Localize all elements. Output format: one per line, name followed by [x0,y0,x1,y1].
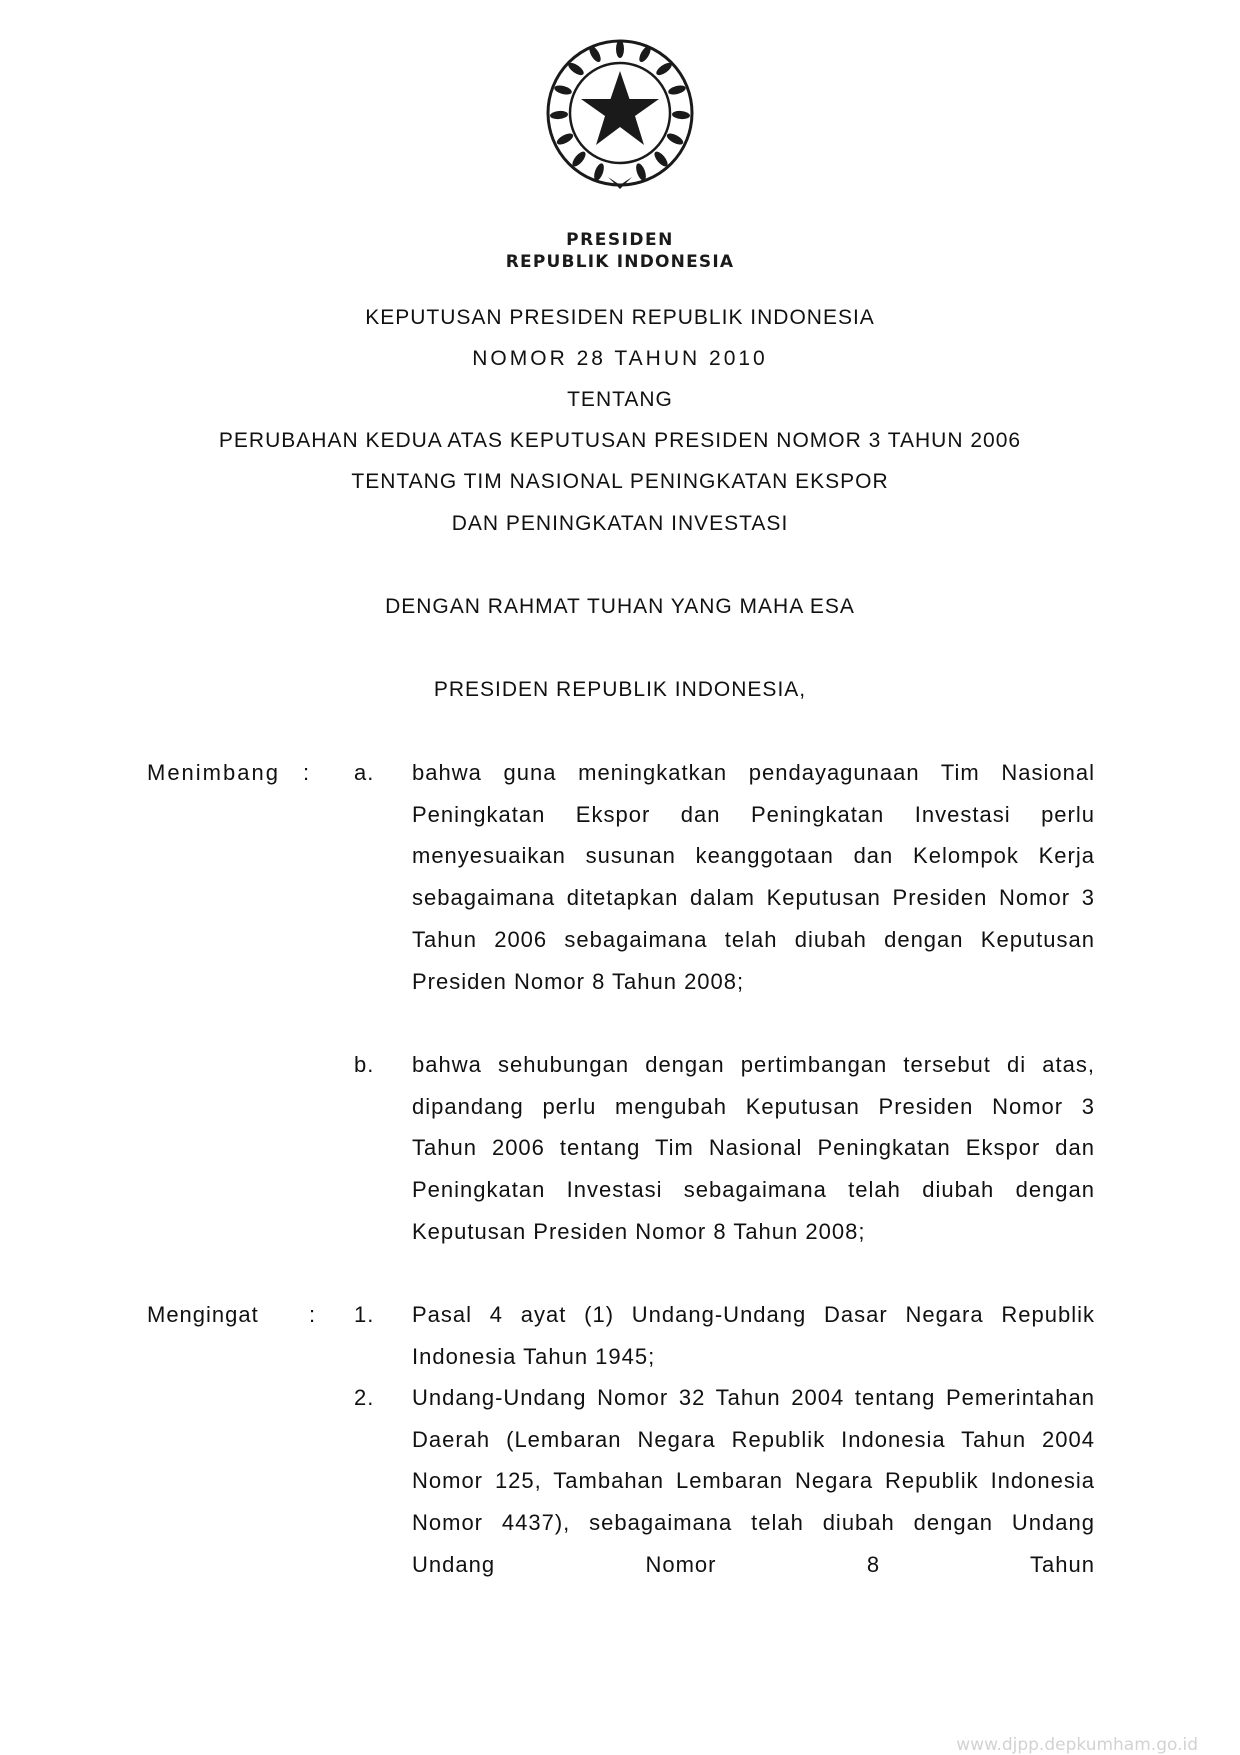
mengingat-marker-1: 1. [354,1302,375,1327]
invocation: DENGAN RAHMAT TUHAN YANG MAHA ESA [385,595,855,618]
source-watermark: www.djpp.depkumham.go.id [956,1735,1198,1755]
menimbang-item-a: bahwa guna meningkatkan pendayagunaan Tim Nasional Peningkatan Ekspor dan Peningkatan Investasi perlu menyesuaikan susunan keanggotaan dan Kelompok Kerja sebagaimana ditetapkan dalam Keputusan Presiden Nomor 3 Tahun 2006 sebagaimana telah diubah dengan Keputusan Presiden Nomor 8 Tahun 2008; [412,760,1095,994]
decree-title: KEPUTUSAN PRESIDEN REPUBLIK INDONESIA [365,306,875,329]
menimbang-colon: : [303,760,310,785]
garuda-star-wreath-icon [540,35,700,195]
presidential-emblem [540,35,700,195]
menimbang-item-b: bahwa sehubungan dengan pertimbangan tersebut di atas, dipandang perlu mengubah Keputusan Presiden Nomor 3 Tahun 2006 tentang Tim Nasional Peningkatan Ekspor dan Peningkatan Investasi sebagaimana telah diubah dengan Keputusan Presiden Nomor 8 Tahun 2008; [412,1052,1095,1244]
menimbang-marker-a: a. [354,760,375,785]
mengingat-item-2: Undang-Undang Nomor 32 Tahun 2004 tentang Pemerintahan Daerah (Lembaran Negara Republik Indonesia Tahun 2004 Nomor 125, Tambahan Lembaran Negara Republik Indonesia Nomor 4437), sebagaimana telah diubah dengan Undang Undang Nomor 8 Tahun [412,1385,1095,1577]
decree-subject-line-2: TENTANG TIM NASIONAL PENINGKATAN EKSPOR [351,470,889,493]
mengingat-item-1: Pasal 4 ayat (1) Undang-Undang Dasar Negara Republik Indonesia Tahun 1945; [412,1302,1095,1369]
menimbang-label: Menimbang [147,760,280,785]
menimbang-marker-b: b. [354,1052,375,1077]
decree-subject-line-3: DAN PENINGKATAN INVESTASI [451,512,789,535]
emblem-caption-republik: REPUBLIK INDONESIA [505,252,735,272]
mengingat-colon: : [309,1302,316,1327]
emblem-caption-presiden: PRESIDEN [566,230,674,250]
decree-tentang: TENTANG [567,388,673,411]
mengingat-marker-2: 2. [354,1385,375,1410]
issuer-line: PRESIDEN REPUBLIK INDONESIA, [433,678,807,701]
decree-subject-line-1: PERUBAHAN KEDUA ATAS KEPUTUSAN PRESIDEN NOMOR 3 TAHUN 2006 [218,429,1022,452]
decree-number: NOMOR 28 TAHUN 2010 [472,347,768,370]
mengingat-label: Mengingat [147,1302,259,1327]
